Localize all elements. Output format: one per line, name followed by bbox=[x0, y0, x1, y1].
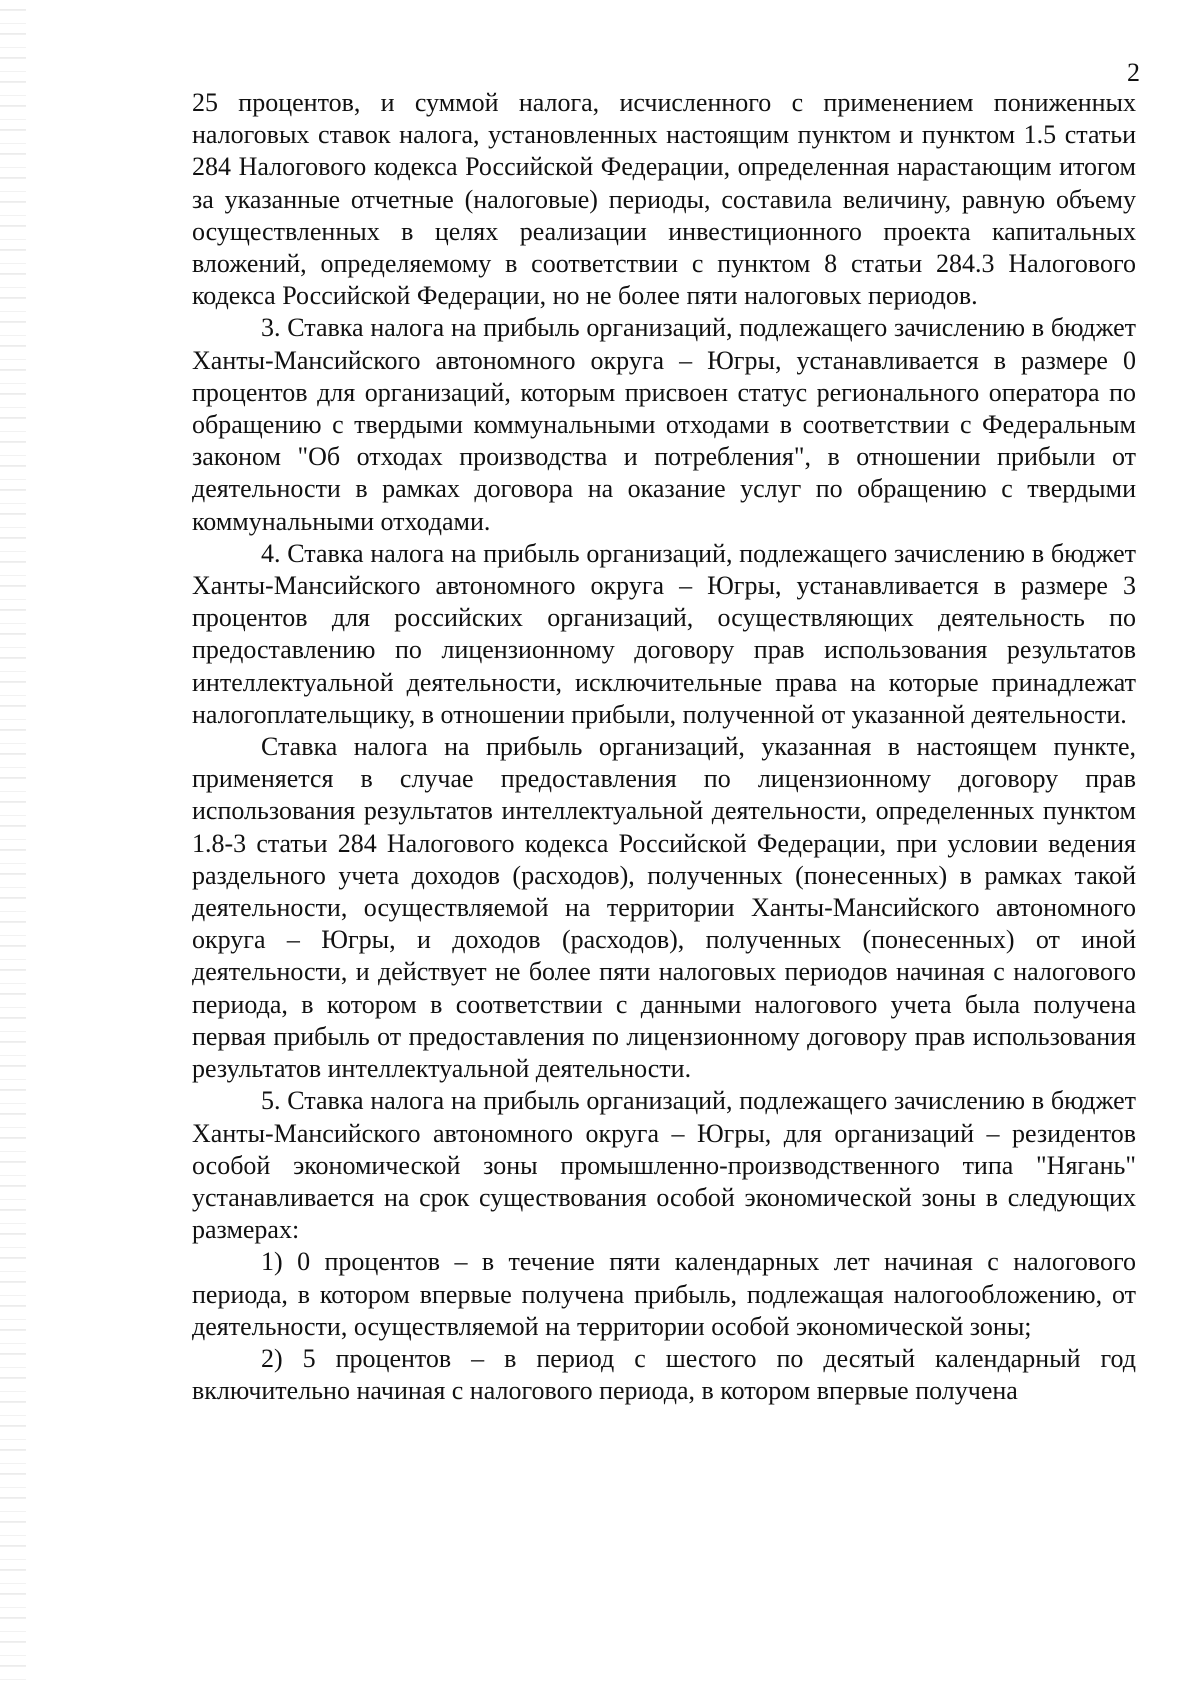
paragraph-item-3: 3. Ставка налога на прибыль организаций, подлежащего зачислению в бюджет Ханты-Мансийского автономного округа – Югры, устанавливается в размере 0 процентов для организаций, которым присвоен статус регионального оператора по обращению с твердыми коммунальными отходами в соответствии с Федеральным законом "Об отходах производства и потребления", в отношении прибыли от деятельности в рамках договора на оказание услуг по обращению с твердыми коммунальными отходами. bbox=[192, 313, 1136, 536]
paragraph-continuation: 25 процентов, и суммой налога, исчисленного с применением пониженных налоговых ставок налога, установленных настоящим пунктом и пунктом 1.5 статьи 284 Налогового кодекса Российской Федерации, определенная нарастающим итогом за указанные отчетные (налоговые) периоды, составила величину, равную объему осуществленных в целях реализации инвестиционного проекта капитальных вложений, определяемому в соответствии с пунктом 8 статьи 284.3 Налогового кодекса Российской Федерации, но не более пяти налоговых периодов. bbox=[192, 88, 1136, 311]
paragraph-item-5: 5. Ставка налога на прибыль организаций, подлежащего зачислению в бюджет Ханты-Мансийского автономного округа – Югры, для организаций – резидентов особой экономической зоны промышленно-производственного типа "Нягань" устанавливается на срок существования особой экономической зоны в следующих размерах: bbox=[192, 1086, 1136, 1245]
subitem-2: 2) 5 процентов – в период с шестого по десятый календарный год включительно начиная с налогового периода, в котором впервые получена bbox=[192, 1343, 1136, 1406]
subitem-1: 1) 0 процентов – в течение пяти календарных лет начиная с налогового периода, в котором впервые получена прибыль, подлежащая налогообложению, от деятельности, осуществляемой на территории особой экономической зоны; bbox=[192, 1247, 1136, 1341]
document-body bbox=[192, 87, 1136, 1407]
paragraph-item-4-conditions: Ставка налога на прибыль организаций, указанная в настоящем пункте, применяется в случае предоставления по лицензионному договору прав использования результатов интеллектуальной деятельности, определенных пунктом 1.8-3 статьи 284 Налогового кодекса Российской Федерации, при условии ведения раздельного учета доходов (расходов), полученных (понесенных) в рамках такой деятельности, осуществляемой на территории Ханты-Мансийского автономного округа – Югры, и доходов (расходов), полученных (понесенных) от иной деятельности, и действует не более пяти налоговых периодов начиная с налогового периода, в котором в соответствии с данными налогового учета была получена первая прибыль от предоставления по лицензионному договору прав использования результатов интеллектуальной деятельности. bbox=[192, 732, 1136, 1084]
scan-edge-artifact bbox=[0, 0, 26, 1683]
paragraph-item-4: 4. Ставка налога на прибыль организаций, подлежащего зачислению в бюджет Ханты-Мансийского автономного округа – Югры, устанавливается в размере 3 процентов для российских организаций, осуществляющих деятельность по предоставлению по лицензионному договору прав использования результатов интеллектуальной деятельности, исключительные права на которые принадлежат налогоплательщику, в отношении прибыли, полученной от указанной деятельности. bbox=[192, 538, 1136, 729]
page-number: 2 bbox=[1127, 58, 1140, 87]
